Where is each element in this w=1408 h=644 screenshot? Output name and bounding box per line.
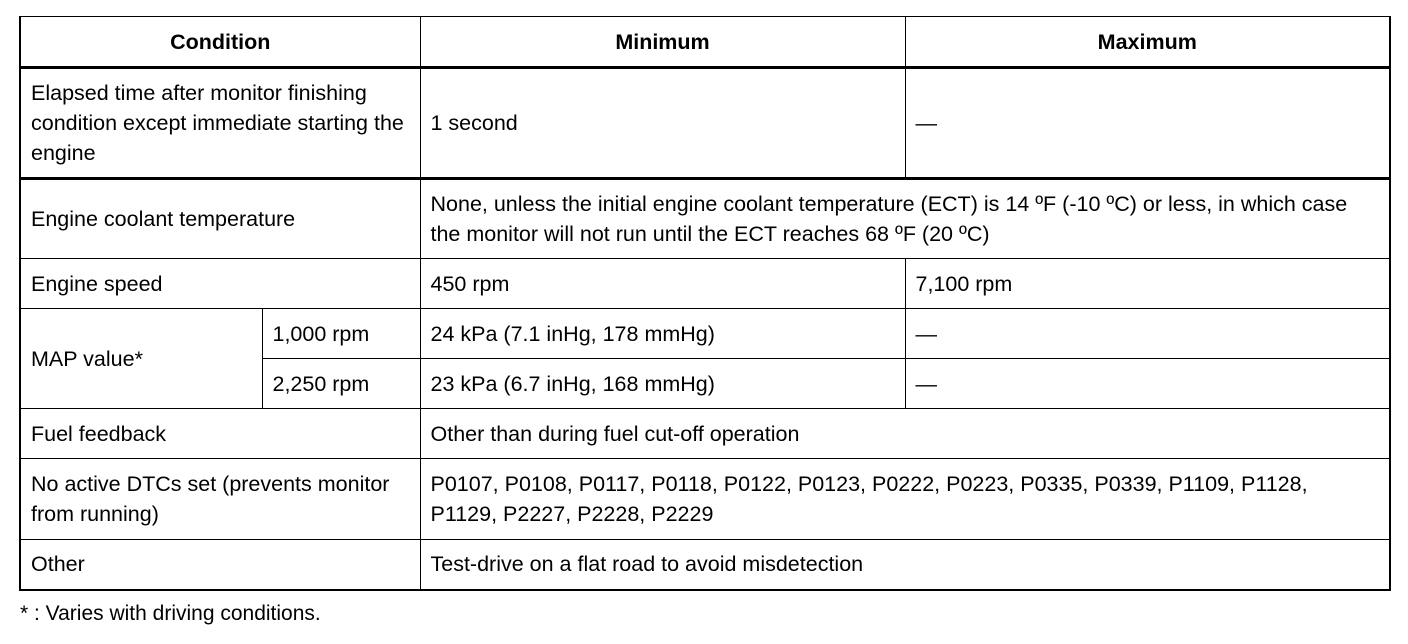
map-rpm-label-1: 1,000 rpm (262, 309, 420, 359)
condition-engine-coolant-temperature: Engine coolant temperature (20, 179, 420, 259)
table-row (20, 540, 1390, 590)
table-row (20, 68, 1390, 179)
header-maximum: Maximum (905, 17, 1390, 68)
condition-engine-speed: Engine speed (20, 259, 420, 309)
minimum-map-2: 23 kPa (6.7 inHg, 168 mmHg) (420, 359, 905, 409)
maximum-map-1: — (905, 309, 1390, 359)
value-engine-coolant-temperature: None, unless the initial engine coolant temperature (ECT) is 14 ºF (-10 ºC) or less, in which case the monitor will not run until the ECT reaches 68 ºF (20 ºC) (420, 179, 1390, 259)
minimum-elapsed-time: 1 second (420, 68, 905, 179)
header-condition: Condition (20, 17, 420, 68)
condition-map-value: MAP value* (20, 309, 262, 409)
condition-no-active-dtcs: No active DTCs set (prevents monitor from running) (20, 459, 420, 540)
value-other: Test-drive on a flat road to avoid misdetection (420, 540, 1390, 590)
minimum-map-1: 24 kPa (7.1 inHg, 178 mmHg) (420, 309, 905, 359)
table-row (20, 259, 1390, 309)
header-row (20, 17, 1390, 68)
minimum-engine-speed: 450 rpm (420, 259, 905, 309)
condition-fuel-feedback: Fuel feedback (20, 409, 420, 459)
table-row (20, 179, 1390, 259)
table-row (20, 409, 1390, 459)
maximum-map-2: — (905, 359, 1390, 409)
value-dtc-list: P0107, P0108, P0117, P0118, P0122, P0123, P0222, P0223, P0335, P0339, P1109, P1128, P1129, P2227, P2228, P2229 (420, 459, 1390, 540)
map-rpm-label-2: 2,250 rpm (262, 359, 420, 409)
condition-elapsed-time: Elapsed time after monitor finishing condition except immediate starting the engine (20, 68, 420, 179)
footnote: * : Varies with driving conditions. (20, 602, 321, 625)
table-row (20, 309, 1390, 359)
conditions-table (19, 16, 1391, 591)
value-fuel-feedback: Other than during fuel cut-off operation (420, 409, 1390, 459)
condition-other: Other (20, 540, 420, 590)
maximum-engine-speed: 7,100 rpm (905, 259, 1390, 309)
table-row (20, 459, 1390, 540)
header-minimum: Minimum (420, 17, 905, 68)
maximum-elapsed-time: — (905, 68, 1390, 179)
